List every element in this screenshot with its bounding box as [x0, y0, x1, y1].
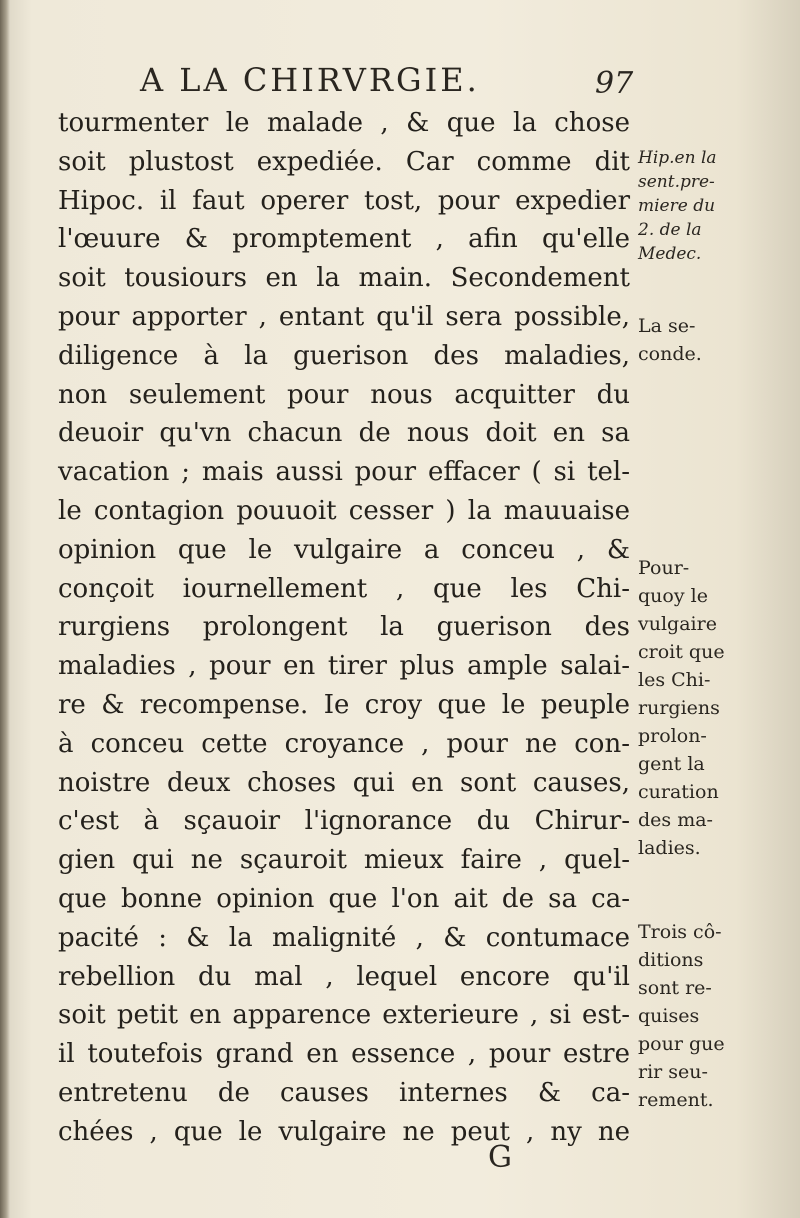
text-line: re & recompense. Ie croy que le peuple [58, 689, 630, 720]
margin-note-line: sont re- [638, 977, 712, 999]
text-line: l'œuure & promptement , afin qu'elle [58, 224, 630, 255]
page-number: 97 [595, 66, 634, 101]
text-line: maladies , pour en tirer plus ample salai- [58, 651, 630, 682]
page-header [140, 58, 640, 102]
text-line: il toutefois grand en essence , pour estre [58, 1039, 630, 1070]
margin-note-line: miere du [638, 196, 716, 216]
margin-note-line: Hip.en la [638, 148, 717, 168]
margin-note-line: conde. [638, 343, 702, 365]
text-line: pour apporter , entant qu'il sera possible, [58, 301, 630, 332]
text-line: c'est à sçauoir l'ignorance du Chirur- [58, 806, 630, 837]
margin-note-line: les Chi- [638, 669, 711, 691]
text-line: rurgiens prolongent la guerison des [58, 612, 630, 643]
margin-note-line: rement. [638, 1089, 714, 1111]
margin-note-line: pour gue [638, 1033, 725, 1055]
margin-note-line: prolon- [638, 725, 707, 747]
margin-note-line: Medec. [638, 244, 702, 264]
text-line: pacité : & la malignité , & contumace [58, 922, 630, 953]
margin-note-line: ditions [638, 949, 704, 971]
margin-note-line: des ma- [638, 809, 713, 831]
text-line: deuoir qu'vn chacun de nous doit en sa [58, 418, 630, 449]
margin-note-trois-conditions [638, 918, 758, 1114]
text-line: non seulement pour nous acquitter du [58, 379, 630, 410]
margin-note-line: Trois cô- [638, 921, 722, 943]
text-line: le contagion pouuoit cesser ) la mauuaise [58, 495, 630, 526]
text-line: à conceu cette croyance , pour ne con- [58, 728, 630, 759]
margin-note-line: Pour- [638, 557, 690, 579]
margin-note-line: quises [638, 1005, 700, 1027]
running-title: A LA CHIRVRGIE. [140, 61, 480, 99]
margin-note-line: sent.pre- [638, 172, 715, 192]
text-line: entretenu de causes internes & ca- [58, 1077, 630, 1108]
text-line: chées , que le vulgaire ne peut , ny ne [58, 1116, 630, 1147]
margin-note-line: quoy le [638, 585, 708, 607]
text-line: vacation ; mais aussi pour effacer ( si tel- [58, 457, 630, 488]
text-line: Hipoc. il faut operer tost, pour expedier [58, 185, 630, 216]
margin-note-line: gent la [638, 753, 705, 775]
margin-note-hippocrates [638, 146, 758, 266]
text-line: diligence à la guerison des maladies, [58, 340, 630, 371]
text-line: noistre deux choses qui en sont causes, [58, 767, 630, 798]
margin-note-line: vulgaire [638, 613, 717, 635]
text-line: gien qui ne sçauroit mieux faire , quel- [58, 845, 630, 876]
text-line: soit petit en apparence exterieure , si est- [58, 1000, 630, 1031]
margin-note-line: 2. de la [638, 220, 702, 240]
margin-note-line: curation [638, 781, 719, 803]
text-line: soit plustost expediée. Car comme dit [58, 146, 630, 177]
margin-note-line: ladies. [638, 837, 701, 859]
margin-note-pourquoy [638, 554, 758, 862]
margin-note-line: rir seu- [638, 1061, 708, 1083]
signature-mark: G [488, 1140, 512, 1175]
text-line: soit tousiours en la main. Secondement [58, 263, 630, 294]
text-line: opinion que le vulgaire a conceu , & [58, 534, 630, 565]
margin-note-seconde [638, 312, 758, 368]
body-text [58, 104, 630, 1152]
book-spine-shadow [0, 0, 10, 1218]
text-line: tourmenter le malade , & que la chose [58, 108, 630, 138]
text-line: conçoit iournellement , que les Chi- [58, 573, 630, 604]
text-line: que bonne opinion que l'on ait de sa ca- [58, 883, 630, 914]
margin-note-line: La se- [638, 315, 696, 337]
text-line: rebellion du mal , lequel encore qu'il [58, 961, 630, 992]
margin-note-line: rurgiens [638, 697, 720, 719]
margin-note-line: croit que [638, 641, 725, 663]
